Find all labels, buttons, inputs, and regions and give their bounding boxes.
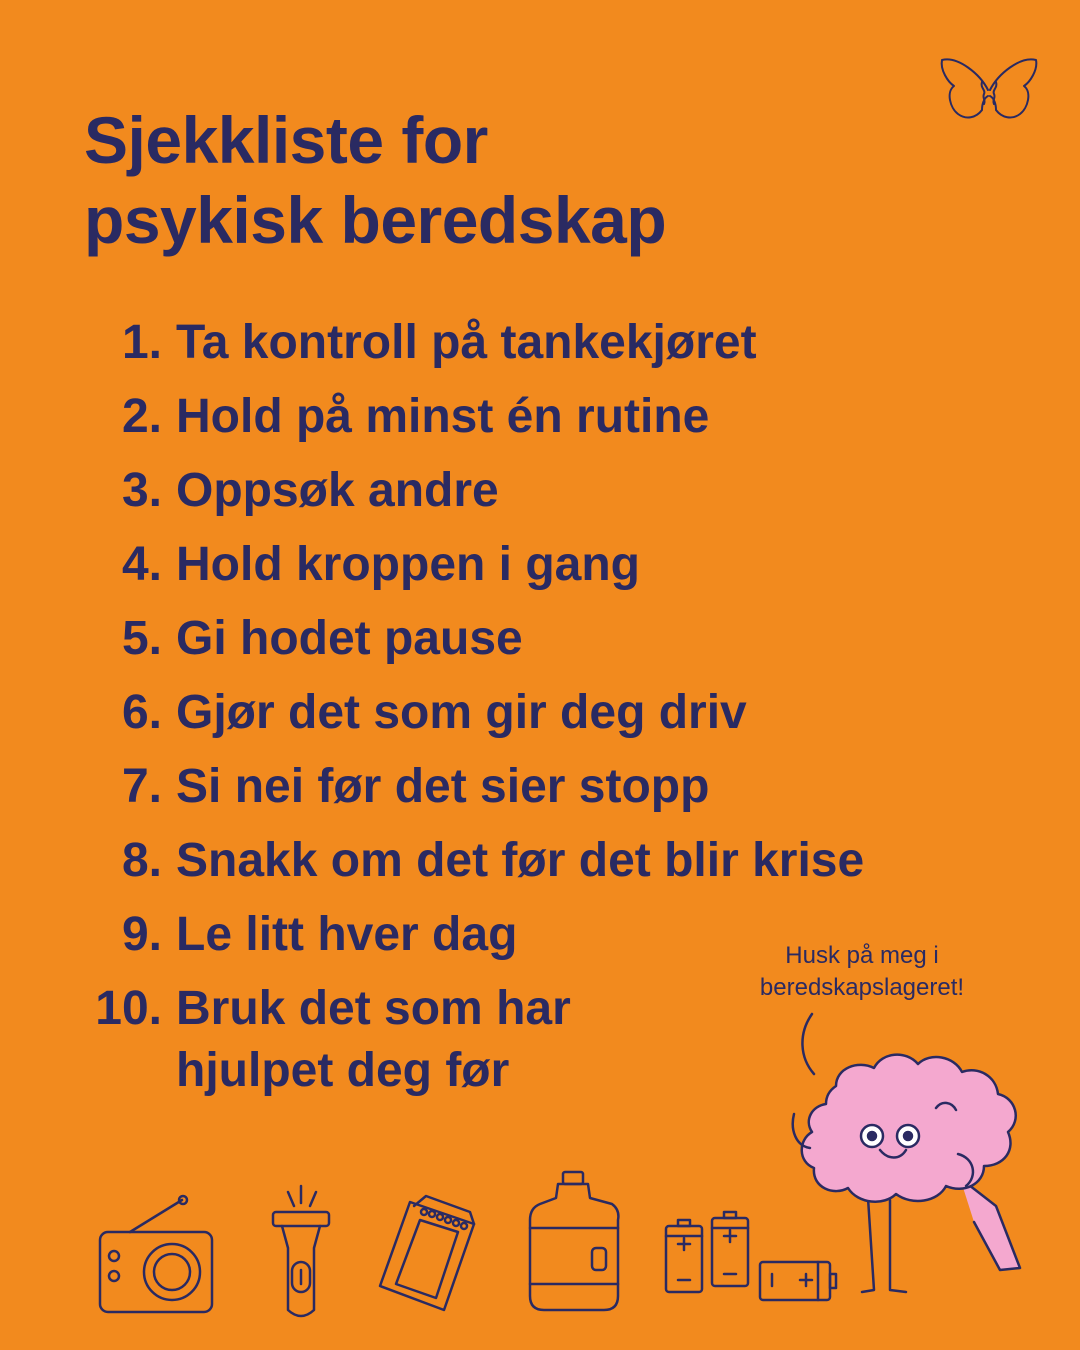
item-number: 8. — [121, 834, 162, 887]
item-text: Gjør det som gir deg driv — [176, 686, 747, 739]
item-text: Le litt hver dag — [176, 908, 518, 961]
title-line-2: psykisk beredskap — [84, 183, 667, 257]
flashlight-icon — [273, 1186, 329, 1316]
item-number: 2. — [121, 390, 162, 443]
speech-line-1: Husk på meg i — [785, 942, 939, 969]
speech-line-2: beredskapslageret! — [759, 974, 965, 1001]
item-number: 1. — [121, 316, 162, 369]
item-text: Ta kontroll på tankekjøret — [176, 316, 757, 369]
item-text: Bruk det som har hjulpet deg før — [176, 982, 571, 1097]
item-number: 9. — [121, 908, 162, 961]
speech-pointer — [802, 1014, 814, 1074]
item-number: 3. — [121, 464, 162, 517]
matchbox-icon — [380, 1196, 474, 1310]
brain-mascot — [793, 1055, 1020, 1292]
item-text: Oppsøk andre — [176, 464, 499, 517]
item-text: Hold på minst én rutine — [176, 390, 710, 443]
item-number: 10. — [95, 982, 162, 1035]
water-jug-icon — [530, 1172, 618, 1310]
item-text: Hold kroppen i gang — [176, 538, 640, 591]
item-number: 6. — [121, 686, 162, 739]
radio-icon — [100, 1196, 212, 1312]
item-text: Gi hodet pause — [176, 612, 523, 665]
item-text: Si nei før det sier stopp — [176, 760, 710, 813]
item-text: Snakk om det før det blir krise — [176, 834, 865, 887]
item-number: 7. — [121, 760, 162, 813]
item-number: 5. — [121, 612, 162, 665]
item-number: 4. — [121, 538, 162, 591]
batteries-icon — [666, 1212, 836, 1300]
title-line-1: Sjekkliste for — [84, 103, 488, 177]
